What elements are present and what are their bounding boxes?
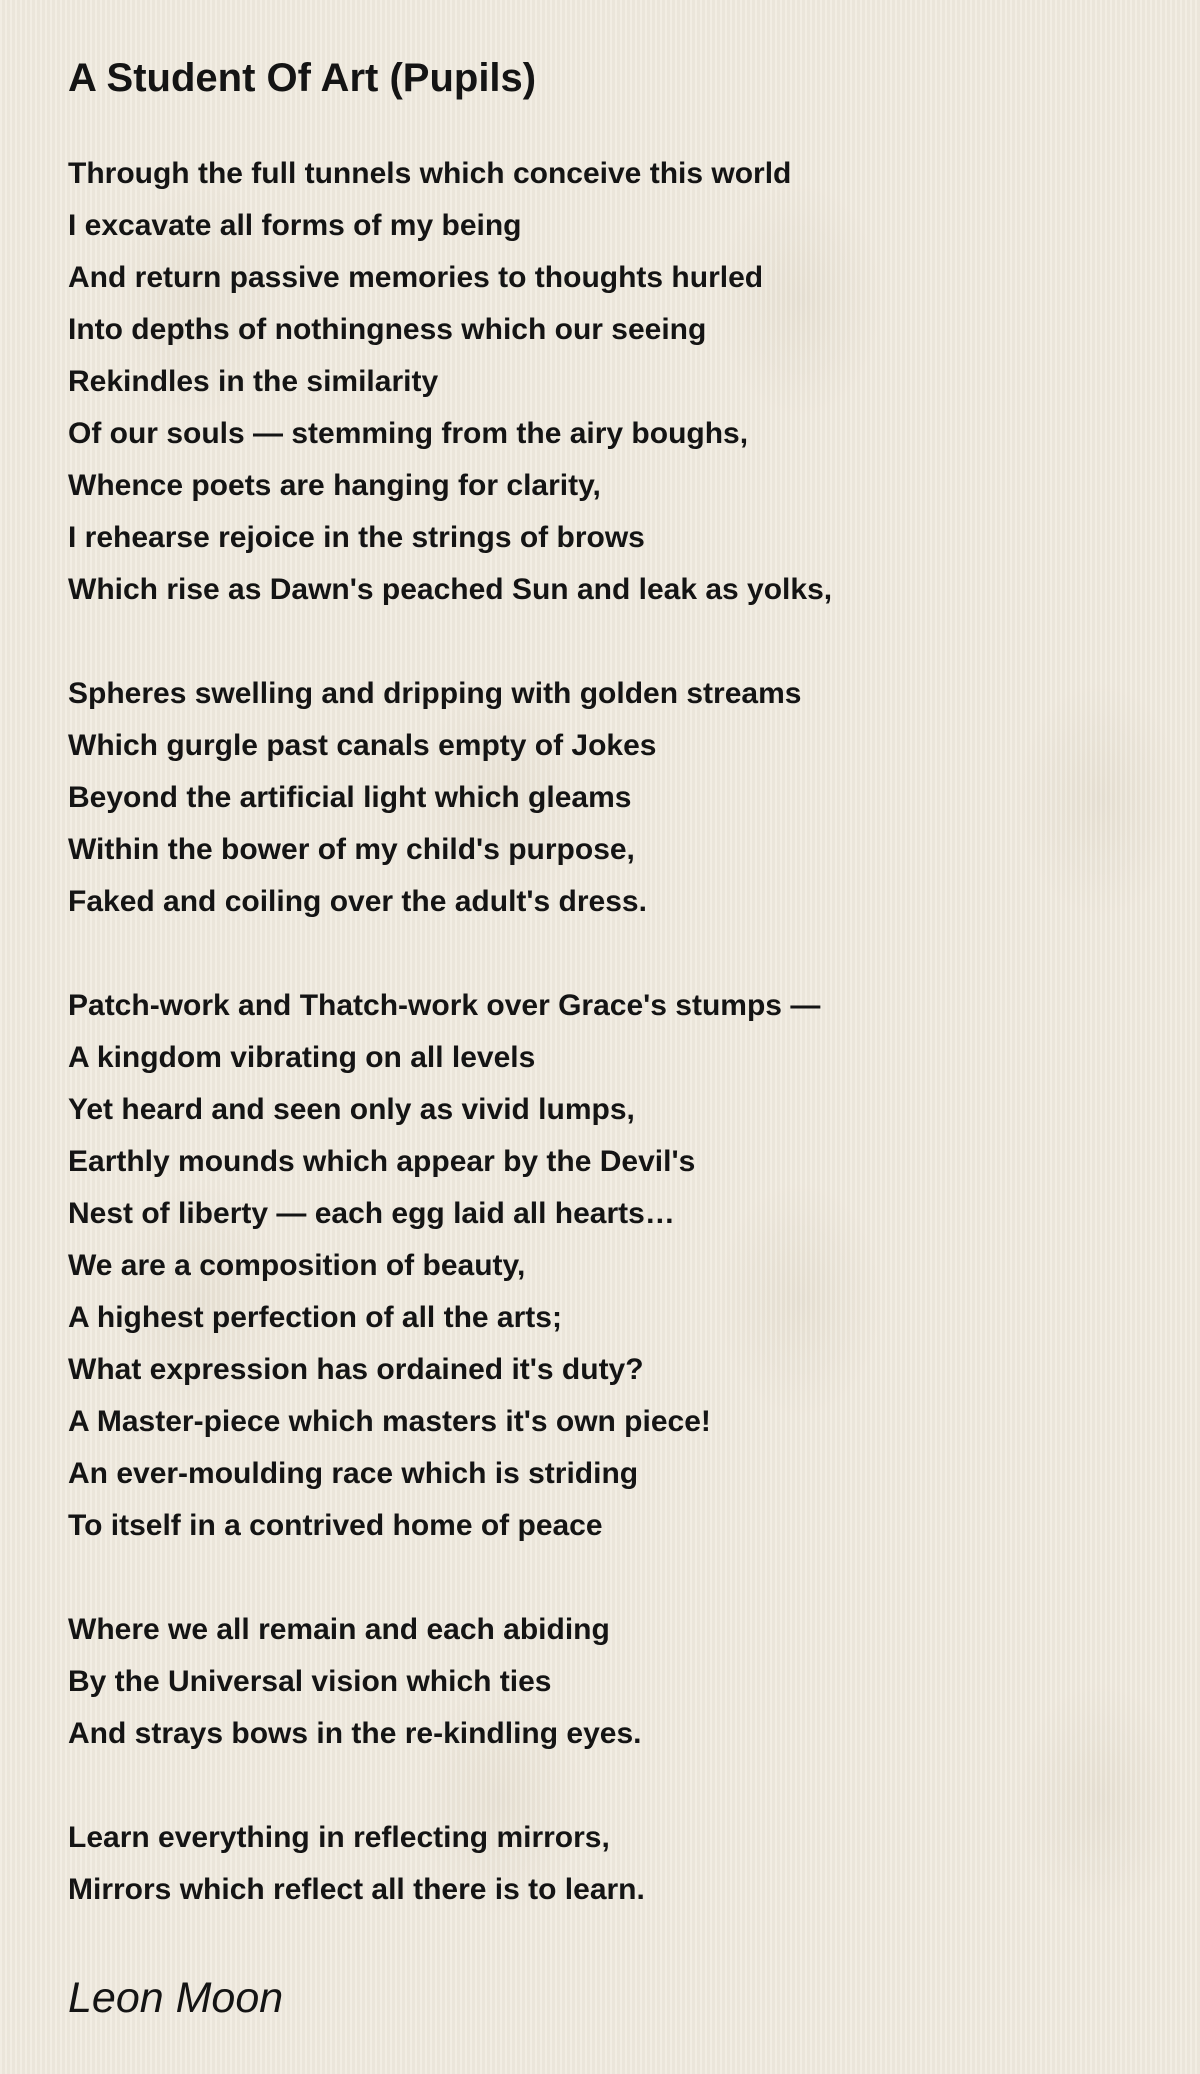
poem-line: I excavate all forms of my being (68, 209, 522, 242)
poem-line: Nest of liberty — each egg laid all hearts… (68, 1197, 675, 1230)
poem-line: A highest perfection of all the arts; (68, 1301, 562, 1334)
poem-line: Rekindles in the similarity (68, 365, 439, 398)
poem-line: Beyond the artificial light which gleams (68, 781, 632, 814)
poem-line: And return passive memories to thoughts hurled (68, 261, 764, 294)
poem-line: Into depths of nothingness which our seeing (68, 313, 707, 346)
stanza-1 (68, 148, 832, 616)
poem-line: What expression has ordained it's duty? (68, 1353, 644, 1386)
poem-line: Learn everything in reflecting mirrors, (68, 1821, 610, 1854)
stanza-5 (68, 1812, 832, 1916)
poem-line: Within the bower of my child's purpose, (68, 833, 635, 866)
poem-line: Which gurgle past canals empty of Jokes (68, 729, 657, 762)
poem-line: Yet heard and seen only as vivid lumps, (68, 1093, 635, 1126)
poem-line: Patch-work and Thatch-work over Grace's stumps — (68, 989, 821, 1022)
poem-line: An ever-moulding race which is striding (68, 1457, 639, 1490)
poem-line: Earthly mounds which appear by the Devil's (68, 1145, 696, 1178)
poem-line: I rehearse rejoice in the strings of brows (68, 521, 645, 554)
poem-line: Where we all remain and each abiding (68, 1613, 610, 1646)
poem-line: Mirrors which reflect all there is to learn. (68, 1873, 645, 1906)
poem-line: Whence poets are hanging for clarity, (68, 469, 601, 502)
poem-line: Through the full tunnels which conceive this world (68, 157, 792, 190)
poem-body (68, 148, 832, 1968)
stanza-4 (68, 1604, 832, 1760)
stanza-2 (68, 668, 832, 928)
poem-author: Leon Moon (68, 1974, 284, 2022)
stanza-3 (68, 980, 832, 1552)
poem-line: We are a composition of beauty, (68, 1249, 526, 1282)
poem-line: To itself in a contrived home of peace (68, 1509, 603, 1542)
poem-line: A Master-piece which masters it's own piece! (68, 1405, 711, 1438)
poem-line: And strays bows in the re-kindling eyes. (68, 1717, 642, 1750)
poem-line: Faked and coiling over the adult's dress. (68, 885, 647, 918)
poem-line: A kingdom vibrating on all levels (68, 1041, 536, 1074)
poem-line: Which rise as Dawn's peached Sun and leak as yolks, (68, 573, 833, 606)
poem-line: Spheres swelling and dripping with golden streams (68, 677, 802, 710)
poem-line: Of our souls — stemming from the airy boughs, (68, 417, 749, 450)
poem-line: By the Universal vision which ties (68, 1665, 552, 1698)
poem-title: A Student Of Art (Pupils) (68, 56, 537, 100)
